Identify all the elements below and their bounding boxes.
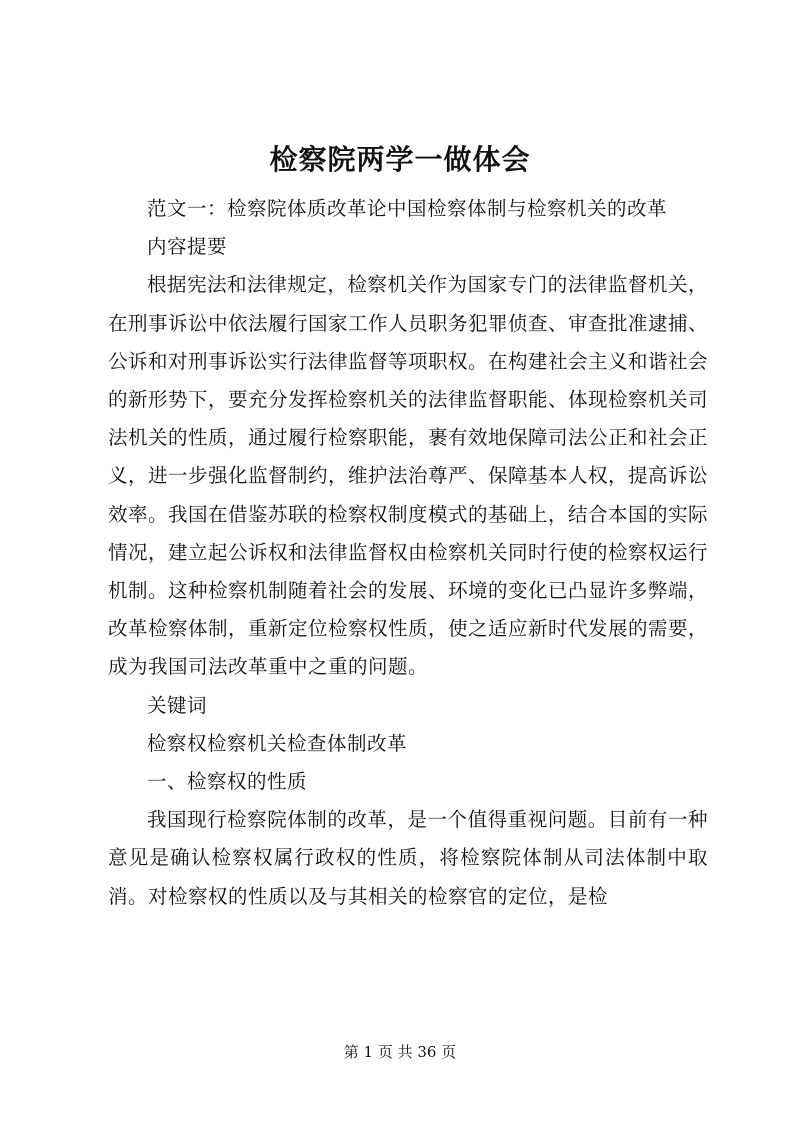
paragraph-fanwen-heading: 范文一：检察院体质改革论中国检察体制与检察机关的改革 [147, 197, 668, 220]
paragraph-section-1: 我国现行检察院体制的改革，是一个值得重视问题。目前有一种意见是确认检察权属行政权的性质，将检察院体制从司法体制中取消。对检察权的性质以及与其相关的检察官的定位，是检 [108, 808, 708, 908]
paragraph-keywords: 检察权检察机关检查体制改革 [147, 731, 408, 755]
paragraph-keywords-heading: 关键词 [147, 693, 208, 717]
page-footer: 第 1 页 共 36 页 [343, 1043, 457, 1061]
paragraph-abstract-heading: 内容提要 [147, 235, 228, 259]
document-title: 检察院两学一做体会 [269, 143, 531, 176]
document-body [108, 190, 708, 916]
paragraph-abstract: 根据宪法和法律规定，检察机关作为国家专门的法律监督机关，在刑事诉讼中依法履行国家工作人员职务犯罪侦查、审查批准逮捕、公诉和对刑事诉讼实行法律监督等项职权。在构建社会主义和谐社会的新形势下，要充分发挥检察机关的法律监督职能、体现检察机关司法机关的性质，通过履行检察职能，裹有效地保障司法公正和社会正义，进一步强化监督制约，维护法治尊严、保障基本人权，提高诉讼效率。我国在借鉴苏联的检察权制度模式的基础上，结合本国的实际情况，建立起公诉权和法律监督权由检察机关同时行使的检察权运行机制。这种检察机制随着社会的发展、环境的变化已凸显许多弊端，改革检察体制，重新定位检察权性质，使之适应新时代发展的需要，成为我国司法改革重中之重的问题。 [108, 273, 709, 679]
section-heading-1: 一、检察权的性质 [147, 770, 308, 794]
